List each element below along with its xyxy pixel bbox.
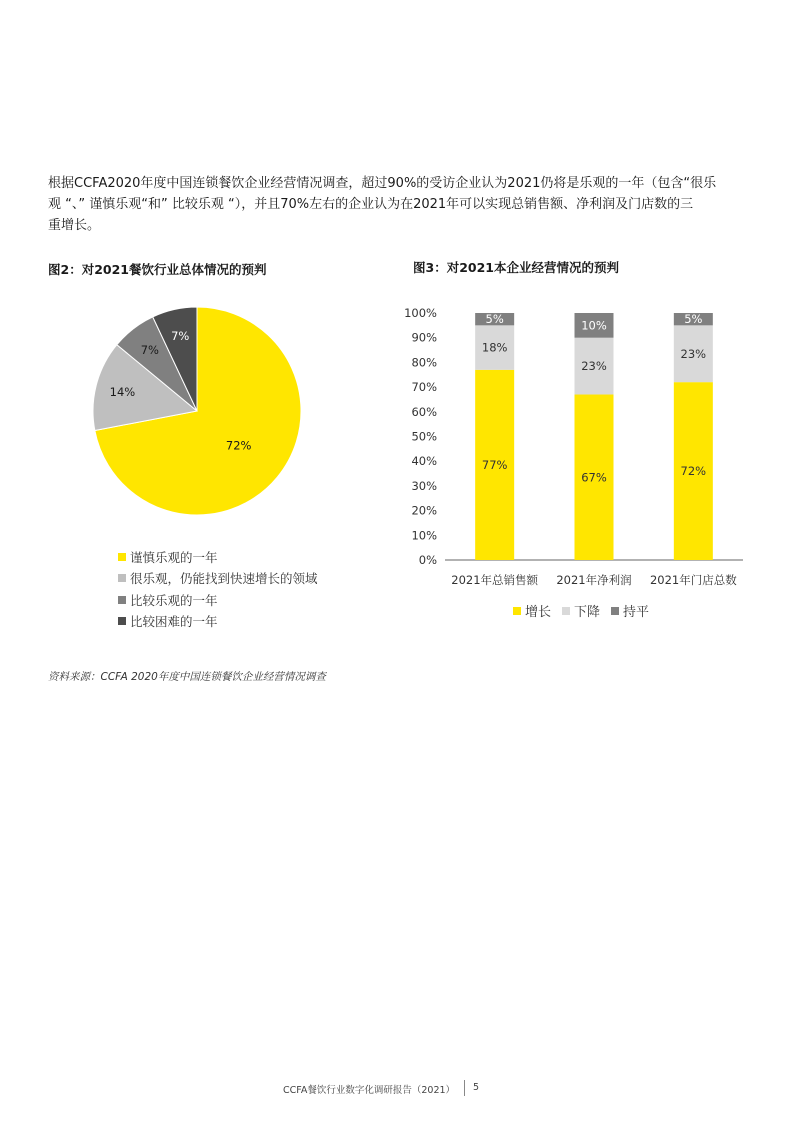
legend-swatch (611, 607, 619, 615)
pie-slice-label: 14% (109, 384, 136, 399)
bar-value-label: 77% (481, 457, 508, 472)
pie-slice-label: 72% (225, 438, 252, 453)
y-tick-label: 10% (411, 528, 437, 543)
legend-label: 比较乐观的一年 (130, 592, 218, 608)
legend-label: 增长 (525, 605, 552, 621)
y-tick-label: 100% (404, 306, 437, 320)
bar-value-label: 10% (581, 318, 607, 333)
intro-paragraph (48, 173, 748, 236)
legend-swatch (513, 607, 521, 615)
legend-label: 很乐观，仍能找到快速增长的领域 (130, 571, 318, 587)
legend-item (118, 546, 318, 568)
page-number: 5 (473, 1082, 480, 1093)
legend-item (562, 600, 600, 622)
stacked-bar-chart (395, 300, 755, 590)
legend-label: 下降 (574, 605, 601, 621)
intro-line-3: 重增长。 (48, 218, 101, 233)
bar-value-label: 67% (581, 470, 607, 485)
pie-chart (60, 290, 320, 530)
bar-value-label: 23% (581, 359, 607, 374)
bar-value-label: 23% (680, 346, 707, 361)
x-category-label: 2021年净利润 (556, 573, 632, 587)
x-category-label: 2021年总销售额 (451, 573, 539, 587)
bar-value-label: 72% (680, 464, 707, 479)
bar-value-label: 5% (485, 312, 504, 327)
y-tick-label: 20% (411, 503, 437, 518)
legend-swatch (118, 553, 126, 561)
legend-label: 比较困难的一年 (130, 614, 218, 630)
y-tick-label: 70% (411, 380, 437, 395)
bar-value-label: 18% (481, 340, 508, 355)
y-tick-label: 50% (411, 429, 437, 444)
legend-swatch (118, 596, 126, 604)
pie-slice-label: 7% (171, 328, 190, 343)
x-category-label: 2021年门店总数 (649, 573, 737, 587)
figure-2-title: 图2：对2021餐饮行业总体情况的预判 (48, 262, 267, 277)
legend-item (118, 611, 318, 633)
pie-slice-label: 7% (140, 343, 159, 358)
y-tick-label: 30% (411, 478, 437, 493)
intro-line-2: 观 “、” 谨慎乐观“和” 比较乐观 “），并且70%左右的企业认为在2021年可以实现总销售额、净利润及门店数的三 (48, 197, 694, 212)
y-tick-label: 0% (418, 553, 437, 567)
bar-value-label: 5% (684, 312, 703, 327)
legend-label: 持平 (623, 605, 650, 621)
y-tick-label: 40% (411, 454, 437, 469)
legend-swatch (118, 574, 126, 582)
y-tick-label: 90% (411, 330, 437, 345)
intro-line-1: 根据CCFA2020年度中国连锁餐饮企业经营情况调查，超过90%的受访企业认为2021仍将是乐观的一年（包含“很乐 (48, 176, 717, 191)
source-note: 资料来源：CCFA 2020年度中国连锁餐饮企业经营情况调查 (48, 671, 326, 683)
legend-label: 谨慎乐观的一年 (130, 549, 218, 565)
legend-item (513, 600, 551, 622)
legend-item (611, 600, 649, 622)
legend-swatch (562, 607, 570, 615)
y-tick-label: 60% (411, 404, 437, 419)
figure-3-title: 图3：对2021本企业经营情况的预判 (413, 260, 619, 275)
legend-swatch (118, 617, 126, 625)
bar-legend (513, 600, 660, 622)
legend-item (118, 589, 318, 611)
footer-divider (464, 1080, 465, 1096)
legend-item (118, 568, 318, 590)
pie-legend (118, 546, 318, 632)
footer-report-title: CCFA餐饮行业数字化调研报告（2021） (283, 1085, 456, 1096)
y-tick-label: 80% (411, 355, 437, 370)
